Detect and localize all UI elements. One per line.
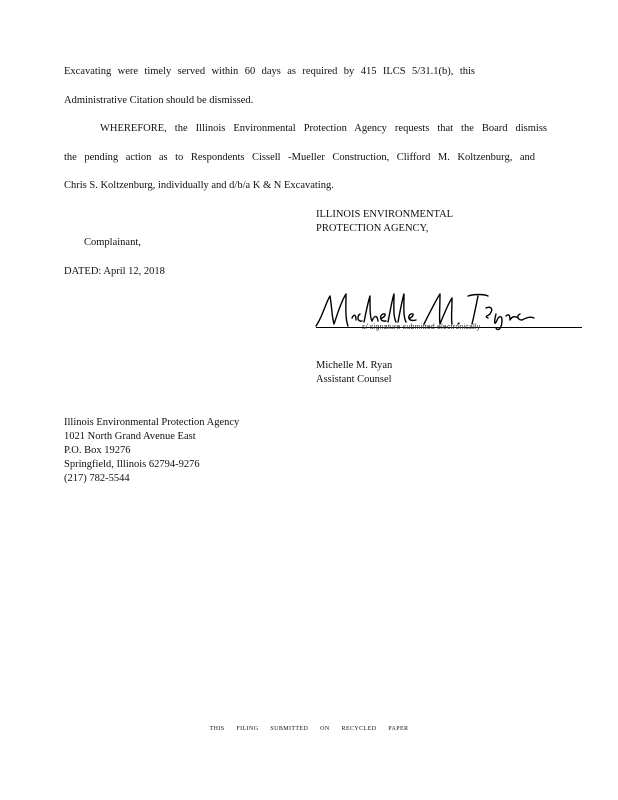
signer-name: Michelle M. Ryan xyxy=(316,360,393,371)
complainant-label: Complainant, xyxy=(84,237,141,248)
body-line-3-wherefore: WHEREFORE, the Illinois Environmental Protection Agency requests that the Board dismiss xyxy=(100,123,547,134)
agency-name-line-2: PROTECTION AGENCY, xyxy=(316,223,429,234)
body-line-4: the pending action as to Respondents Cissell -Mueller Construction, Clifford M. Koltzenburg, and xyxy=(64,152,535,163)
signature-caption: s/ signature submitted electronically xyxy=(362,324,481,331)
agency-name-line-1: ILLINOIS ENVIRONMENTAL xyxy=(316,209,454,220)
address-line-4: Springfield, Illinois 62794-9276 xyxy=(64,459,200,470)
address-line-3: P.O. Box 19276 xyxy=(64,445,131,456)
body-line-1: Excavating were timely served within 60 days as required by 415 ILCS 5/31.1(b), this xyxy=(64,66,475,77)
recycled-paper-footer: THIS FILING SUBMITTED ON RECYCLED PAPER xyxy=(209,726,409,732)
date-line: DATED: April 12, 2018 xyxy=(64,266,165,277)
body-line-5: Chris S. Koltzenburg, individually and d/b/a K & N Excavating. xyxy=(64,180,334,191)
address-line-2: 1021 North Grand Avenue East xyxy=(64,431,196,442)
address-line-5-phone: (217) 782-5544 xyxy=(64,473,130,484)
body-line-2: Administrative Citation should be dismissed. xyxy=(64,95,254,106)
address-line-1: Illinois Environmental Protection Agency xyxy=(64,417,240,428)
signer-title: Assistant Counsel xyxy=(316,374,392,385)
